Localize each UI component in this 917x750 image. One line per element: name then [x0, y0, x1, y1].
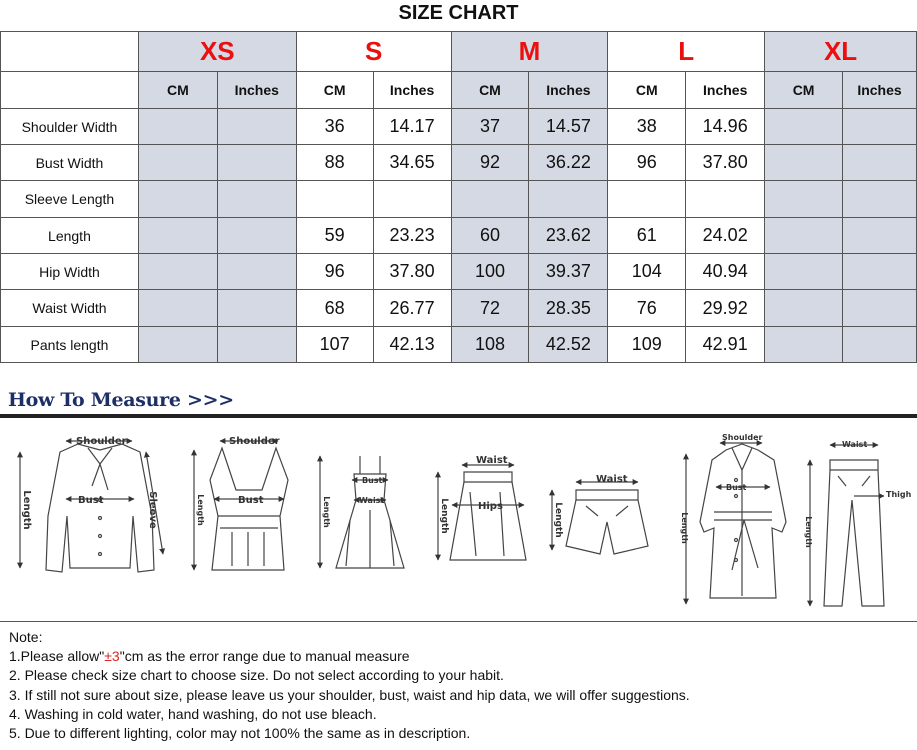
skirt-figure	[450, 472, 526, 560]
table-cell	[217, 254, 296, 290]
tolerance-value: ±3	[104, 648, 120, 665]
length-label: Length	[196, 494, 205, 526]
table-row	[1, 218, 917, 254]
unit-cm: CM	[765, 72, 843, 109]
table-cell	[138, 109, 217, 145]
table-cell	[138, 290, 217, 327]
unit-inches: Inches	[529, 72, 608, 109]
table-cell	[373, 181, 451, 218]
shorts-figure	[566, 490, 648, 554]
row-label: Bust Width	[1, 145, 139, 181]
table-cell: 23.23	[373, 218, 451, 254]
unit-cm: CM	[451, 72, 529, 109]
tank-top-figure	[210, 448, 288, 570]
pants-figure	[824, 460, 884, 606]
chart-title: SIZE CHART	[398, 2, 519, 24]
unit-header-row	[1, 72, 917, 109]
note-line-5: 5. Due to different lighting, color may not 100% the same as in description.	[9, 725, 471, 742]
size-m-header: M	[451, 32, 608, 72]
table-cell	[608, 181, 686, 218]
table-cell: 23.62	[529, 218, 608, 254]
table-row	[1, 290, 917, 327]
row-label: Pants length	[1, 327, 139, 363]
size-xs-header: XS	[138, 32, 296, 72]
table-cell: 92	[451, 145, 529, 181]
unit-inches: Inches	[373, 72, 451, 109]
unit-cm: CM	[296, 72, 373, 109]
table-cell: 107	[296, 327, 373, 363]
table-cell: 42.13	[373, 327, 451, 363]
table-cell	[138, 145, 217, 181]
size-header-row	[1, 32, 917, 72]
table-cell	[843, 109, 917, 145]
unit-cm: CM	[138, 72, 217, 109]
length-label: Length	[21, 490, 32, 530]
table-cell: 88	[296, 145, 373, 181]
table-cell	[843, 181, 917, 218]
length-label: Length	[439, 498, 449, 534]
table-cell	[843, 254, 917, 290]
table-cell: 14.17	[373, 109, 451, 145]
table-cell: 96	[608, 145, 686, 181]
table-cell	[138, 181, 217, 218]
table-cell: 42.91	[686, 327, 765, 363]
table-cell	[217, 327, 296, 363]
table-cell	[217, 109, 296, 145]
table-cell	[843, 218, 917, 254]
table-cell	[843, 145, 917, 181]
notes-section	[9, 628, 690, 743]
table-cell	[451, 181, 529, 218]
table-cell	[765, 109, 843, 145]
waist-label: Waist	[596, 474, 628, 485]
table-cell: 28.35	[529, 290, 608, 327]
bust-label: Bust	[362, 476, 383, 485]
shoulder-label: Shoulder	[229, 436, 280, 447]
table-cell: 37	[451, 109, 529, 145]
table-cell: 76	[608, 290, 686, 327]
table-cell: 36.22	[529, 145, 608, 181]
length-label: Length	[680, 512, 689, 544]
hips-label: Hips	[478, 501, 503, 512]
table-cell	[765, 181, 843, 218]
table-cell: 37.80	[373, 254, 451, 290]
unit-inches: Inches	[217, 72, 296, 109]
table-cell	[138, 254, 217, 290]
note-1-text-end: "cm as the error range due to manual measure	[119, 648, 410, 665]
table-cell	[765, 145, 843, 181]
table-cell: 72	[451, 290, 529, 327]
table-cell: 61	[608, 218, 686, 254]
table-cell	[217, 290, 296, 327]
measurement-illustrations	[0, 420, 917, 618]
notes-divider	[0, 621, 917, 622]
table-cell: 59	[296, 218, 373, 254]
table-cell: 29.92	[686, 290, 765, 327]
size-xl-header: XL	[765, 32, 917, 72]
table-cell: 60	[451, 218, 529, 254]
row-label: Length	[1, 218, 139, 254]
unit-corner-cell	[1, 72, 139, 109]
shoulder-label: Shoulder	[76, 436, 127, 447]
table-row	[1, 254, 917, 290]
table-cell	[843, 290, 917, 327]
table-cell: 100	[451, 254, 529, 290]
table-cell: 26.77	[373, 290, 451, 327]
table-cell: 39.37	[529, 254, 608, 290]
row-label: Shoulder Width	[1, 109, 139, 145]
row-label: Waist Width	[1, 290, 139, 327]
table-cell	[217, 181, 296, 218]
table-cell	[138, 218, 217, 254]
size-s-header: S	[296, 32, 451, 72]
table-cell: 37.80	[686, 145, 765, 181]
blouse-figure	[46, 444, 154, 572]
unit-inches: Inches	[686, 72, 765, 109]
table-cell: 108	[451, 327, 529, 363]
note-line-2: 2. Please check size chart to choose size. Do not select according to your habit.	[9, 667, 504, 684]
table-cell	[296, 181, 373, 218]
row-label: Sleeve Length	[1, 181, 139, 218]
table-row	[1, 145, 917, 181]
waist-label: Waist	[476, 455, 508, 466]
table-cell	[217, 145, 296, 181]
waist-label: Waist	[842, 440, 868, 449]
table-row	[1, 181, 917, 218]
table-cell: 24.02	[686, 218, 765, 254]
table-cell	[765, 254, 843, 290]
table-cell: 68	[296, 290, 373, 327]
table-cell	[765, 327, 843, 363]
corner-cell	[1, 32, 139, 72]
size-chart-table	[0, 31, 917, 363]
table-row	[1, 327, 917, 363]
table-cell: 104	[608, 254, 686, 290]
table-cell	[529, 181, 608, 218]
table-cell	[765, 290, 843, 327]
unit-cm: CM	[608, 72, 686, 109]
shoulder-label: Shoulder	[722, 433, 763, 442]
length-label: Length	[553, 502, 563, 538]
size-l-header: L	[608, 32, 765, 72]
unit-inches: Inches	[843, 72, 917, 109]
notes-heading: Note:	[9, 629, 43, 645]
length-label: Length	[322, 496, 331, 528]
table-cell: 14.96	[686, 109, 765, 145]
section-divider	[0, 414, 917, 418]
table-cell: 34.65	[373, 145, 451, 181]
sleeve-label: Sleeve	[147, 491, 158, 529]
note-line-1	[9, 647, 690, 666]
waist-label: Waist	[359, 496, 385, 505]
table-cell: 42.52	[529, 327, 608, 363]
trench-coat-figure	[700, 444, 786, 598]
table-cell	[686, 181, 765, 218]
sundress-figure	[336, 456, 404, 568]
table-cell	[217, 218, 296, 254]
length-label: Length	[804, 516, 813, 548]
note-1-text: 1.Please allow"	[9, 648, 105, 665]
table-cell: 14.57	[529, 109, 608, 145]
table-cell: 40.94	[686, 254, 765, 290]
bust-label: Bust	[78, 495, 104, 506]
table-cell	[843, 327, 917, 363]
how-to-measure-heading: How To Measure >>>	[8, 389, 234, 411]
bust-label: Bust	[238, 495, 264, 506]
table-cell: 38	[608, 109, 686, 145]
note-line-4: 4. Washing in cold water, hand washing, do not use bleach.	[9, 705, 377, 722]
table-cell	[765, 218, 843, 254]
note-line-3: 3. If still not sure about size, please leave us your shoulder, bust, waist and hip data, we will offer suggestions.	[9, 686, 690, 703]
table-cell: 96	[296, 254, 373, 290]
table-cell	[138, 327, 217, 363]
row-label: Hip Width	[1, 254, 139, 290]
bust-label: Bust	[726, 483, 747, 492]
thigh-label: Thigh	[886, 490, 912, 499]
table-cell: 36	[296, 109, 373, 145]
table-cell: 109	[608, 327, 686, 363]
table-row	[1, 109, 917, 145]
